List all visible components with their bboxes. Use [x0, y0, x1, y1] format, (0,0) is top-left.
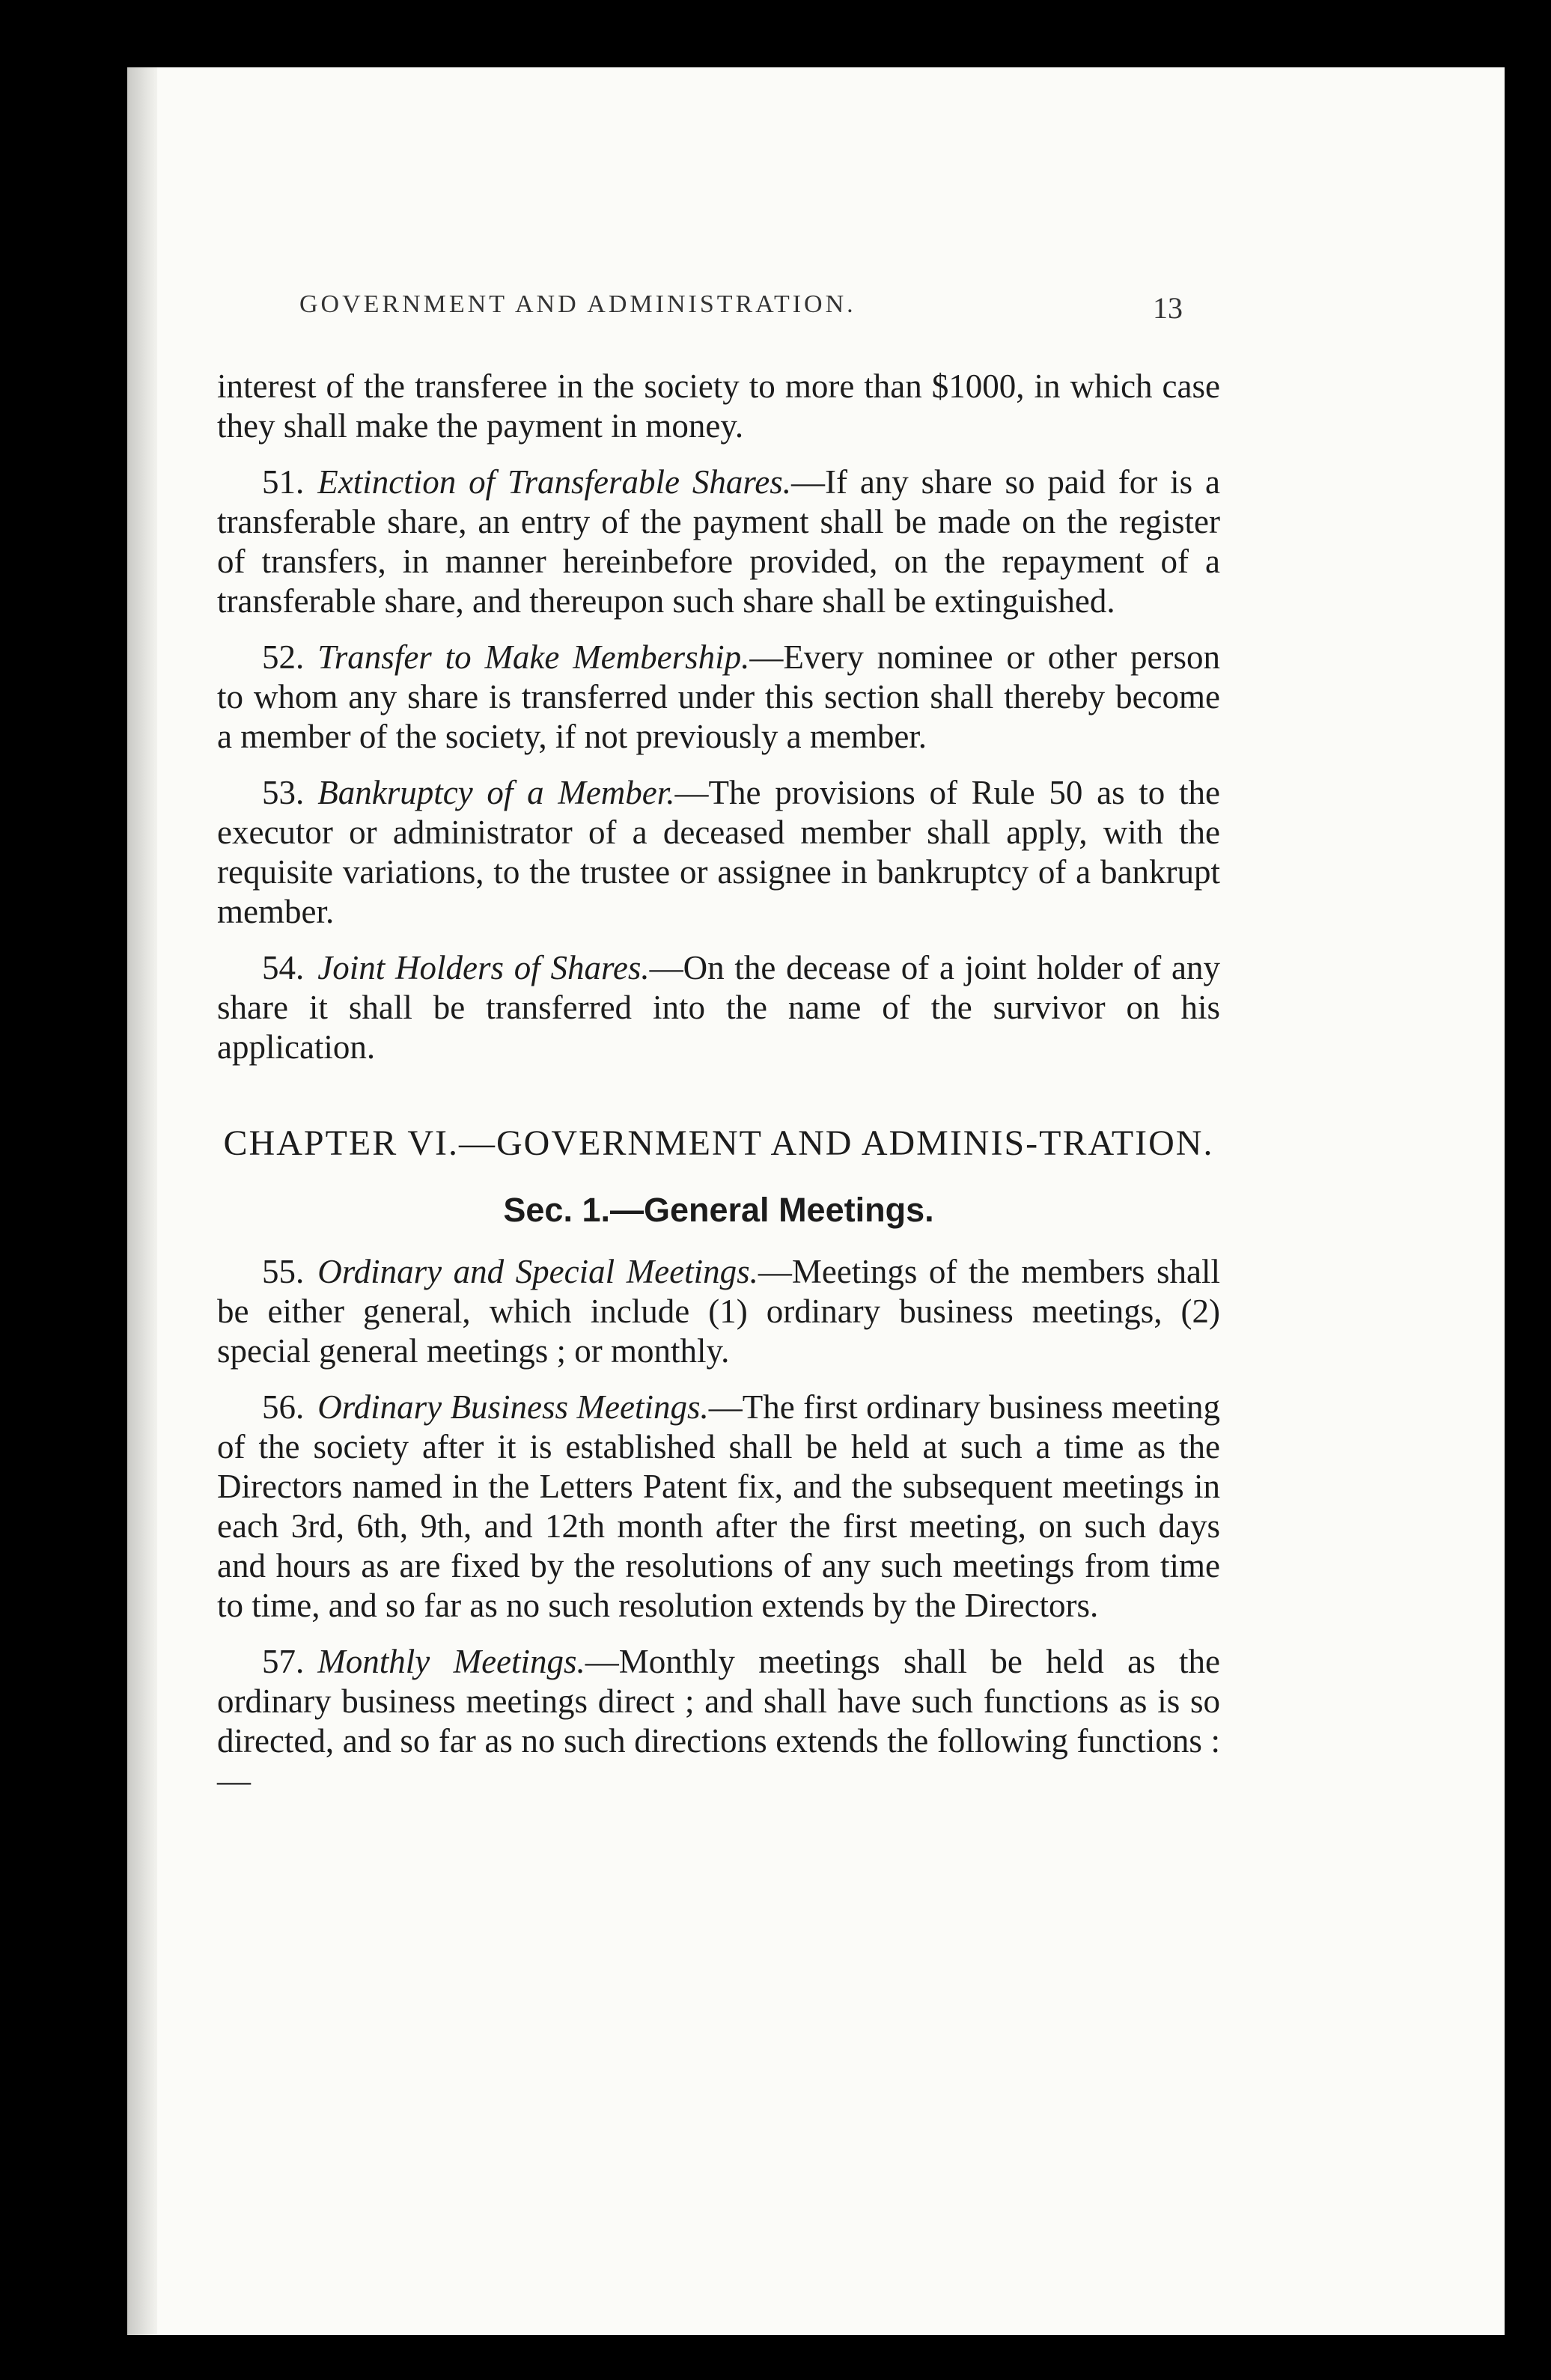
running-title: GOVERNMENT AND ADMINISTRATION. [299, 290, 856, 318]
page-number: 13 [1153, 291, 1183, 325]
section-number: 51. [262, 463, 305, 501]
section-56 [217, 1388, 1220, 1626]
section-body: —The first ordinary business meeting of the society after it is established shall be held at such a time as the Directors named in the Letters Patent fix, and the subsequent meetings in each 3rd, 6th, 9th, and 12th month after the first meeting, on such days and hours as are fixed by the resolutions of any such meetings from time to time, and so far as no such resolution extends by the Directors. [217, 1388, 1220, 1624]
section-heading: Extinction of Transferable Shares. [317, 463, 791, 501]
section-55 [217, 1252, 1220, 1371]
section-heading: Bankruptcy of a Member. [317, 774, 675, 811]
section-number: 52. [262, 638, 305, 676]
section-body: —Every nominee or other person to whom any share is transferred under this section shall thereby become a member of the society, if not previously a member. [217, 638, 1220, 755]
section-body: —On the decease of a joint holder of any share it shall be transferred into the name of the survivor on his application. [217, 949, 1220, 1066]
section-number: 57. [262, 1643, 305, 1680]
section-heading: Joint Holders of Shares. [317, 949, 650, 986]
section-subheading: Sec. 1.—General Meetings. [503, 1191, 934, 1229]
section-57 [217, 1642, 1220, 1801]
section-53 [217, 773, 1220, 932]
section-number: 55. [262, 1253, 305, 1290]
chapter-title: CHAPTER VI.—GOVERNMENT AND ADMINIS-TRATION. [223, 1123, 1214, 1163]
section-heading: Ordinary and Special Meetings. [317, 1253, 758, 1290]
page-gutter [127, 67, 157, 2335]
section-body: —Monthly meetings shall be held as the ordinary business meetings direct ; and shall have such functions as is so directed, and so far as no such directions extends the following functions :— [217, 1643, 1220, 1799]
section-number: 54. [262, 949, 305, 986]
section-body: —The provisions of Rule 50 as to the executor or administrator of a deceased member shall apply, with the requisite variations, to the trustee or assignee in bankruptcy of a bankrupt member. [217, 774, 1220, 930]
section-heading: Ordinary Business Meetings. [317, 1388, 709, 1426]
section-heading: Transfer to Make Membership. [317, 638, 750, 676]
section-body: —Meetings of the members shall be either general, which include (1) ordinary business meetings, (2) special general meetings ; or monthly. [217, 1253, 1220, 1370]
continued-paragraph: interest of the transferee in the society to more than $1000, in which case they shall make the payment in money. [217, 367, 1220, 445]
page-body [217, 367, 1220, 1817]
section-number: 53. [262, 774, 305, 811]
section-51 [217, 463, 1220, 621]
section-body: —If any share so paid for is a transferable share, an entry of the payment shall be made on the register of transfers, in manner hereinbefore provided, on the repayment of a transferable share, and thereupon such share shall be extinguished. [217, 463, 1220, 620]
section-number: 56. [262, 1388, 305, 1426]
section-54 [217, 948, 1220, 1067]
section-heading: Monthly Meetings. [317, 1643, 585, 1680]
section-52 [217, 638, 1220, 757]
